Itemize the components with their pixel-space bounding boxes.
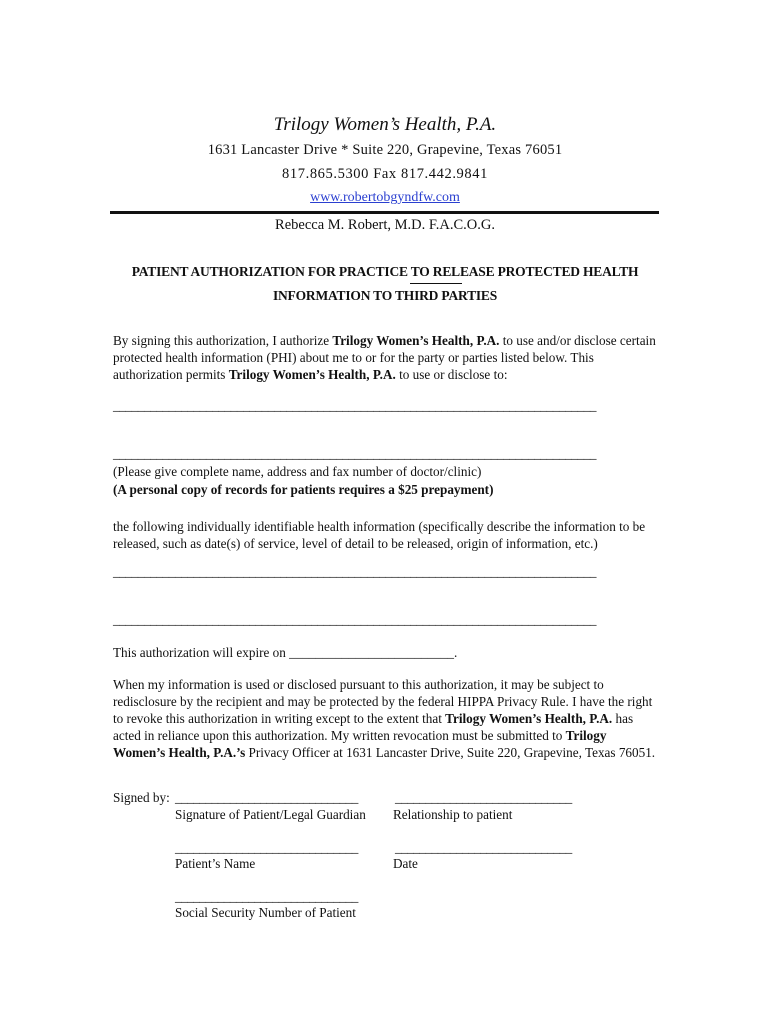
date-line[interactable]: _____________________________ (395, 840, 572, 855)
info-line-2[interactable]: ______________________________________________________________________________ (113, 612, 597, 627)
practice-name: Trilogy Women’s Health, P.A.’s (113, 728, 607, 760)
clinic-name: Trilogy Women’s Health, P.A. (273, 114, 497, 135)
info-line-1[interactable]: ______________________________________________________________________________ (113, 564, 597, 579)
practice-name: Trilogy Women’s Health, P.A. (445, 711, 613, 726)
patient-signature-line[interactable]: ______________________________ (175, 790, 358, 805)
patient-name-line[interactable]: ______________________________ (175, 840, 358, 855)
clinic-website-link[interactable]: www.robertobgyndfw.com (310, 190, 460, 205)
form-title-line-2: INFORMATION TO THIRD PARTIES (272, 288, 498, 303)
info-request-paragraph: the following individually identifiable health information (specifically describe the information to be released, such as date(s) of service, level of detail to be released, origin of information, etc.) (113, 519, 646, 551)
title-underline-mark (410, 283, 462, 284)
practice-name: Trilogy Women’s Health, P.A. (228, 367, 396, 382)
relationship-line[interactable]: _____________________________ (395, 790, 572, 805)
ssn-line[interactable]: ______________________________ (175, 889, 358, 904)
recipient-line-2[interactable]: ______________________________________________________________________________ (113, 446, 597, 461)
ssn-label: Social Security Number of Patient (175, 905, 356, 920)
date-label: Date (393, 856, 418, 871)
doctor-name: Rebecca M. Robert, M.D. F.A.C.O.G. (275, 217, 495, 233)
clinic-phone-fax: 817.865.5300 Fax 817.442.9841 (282, 166, 488, 182)
expiration-field[interactable]: This authorization will expire on _________________________. (113, 645, 458, 660)
practice-name: Trilogy Women’s Health, P.A. (332, 333, 500, 348)
clinic-address: 1631 Lancaster Drive * Suite 220, Grapevine, Texas 76051 (207, 142, 563, 158)
patient-name-label: Patient’s Name (175, 856, 256, 871)
revocation-paragraph: When my information is used or disclosed pursuant to this authorization, it may be subject to redisclosure by the recipient and may be protected by the federal HIPPA Privacy Rule. I have the right to revoke this authorization in writing except to the extent that Trilogy Women’s Health, P.A. has acted in reliance upon this authorization. My written revocation must be submitted to Trilogy Women’s Health, P.A.’s Privacy Officer at 1631 Lancaster Drive, Suite 220, Grapevine, Texas 76051. (113, 677, 656, 760)
form-title-line-1: PATIENT AUTHORIZATION FOR PRACTICE TO RELEASE PROTECTED HEALTH (131, 264, 639, 279)
signed-by-label: Signed by: (113, 790, 170, 805)
recipient-line-1[interactable]: ______________________________________________________________________________ (113, 398, 597, 413)
patient-signature-label: Signature of Patient/Legal Guardian (175, 807, 366, 822)
relationship-label: Relationship to patient (393, 807, 513, 822)
header-divider (110, 211, 659, 214)
intro-paragraph: By signing this authorization, I authorize Trilogy Women’s Health, P.A. to use and/or disclose certain protected health information (PHI) about me to or for the party or parties listed below. This authorization permits Trilogy Women’s Health, P.A. to use or disclose to: (113, 333, 656, 382)
prepayment-note: (A personal copy of records for patients requires a $25 prepayment) (113, 482, 494, 497)
recipient-note: (Please give complete name, address and fax number of doctor/clinic) (113, 464, 482, 479)
